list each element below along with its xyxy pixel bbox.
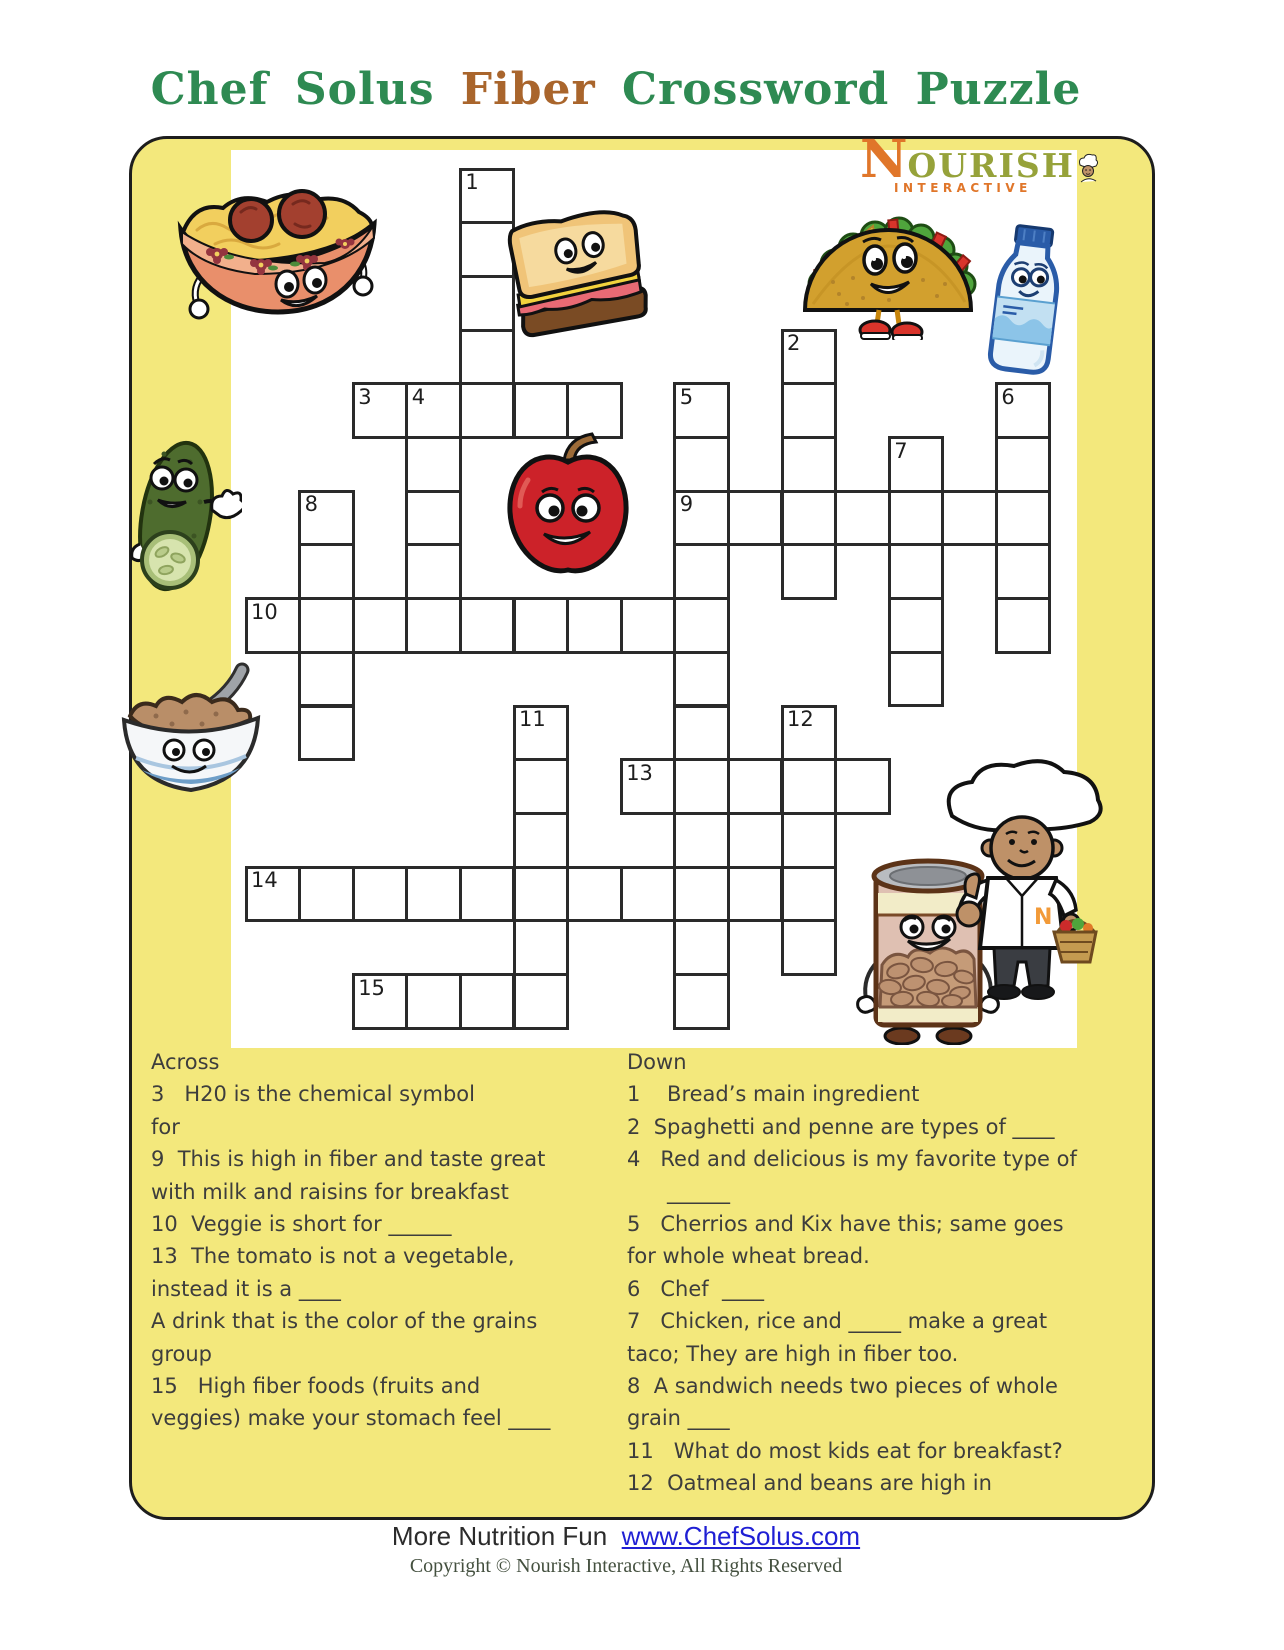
crossword-cell[interactable]: [673, 436, 730, 493]
crossword-cell[interactable]: [781, 758, 838, 815]
crossword-cell[interactable]: [941, 490, 998, 547]
clue-line: 1 Bread’s main ingredient: [627, 1082, 920, 1107]
crossword-cell[interactable]: [459, 973, 516, 1030]
clue-line: 2 Spaghetti and penne are types of ____: [627, 1114, 1055, 1139]
crossword-number: 13: [626, 760, 653, 785]
crossword-cell[interactable]: [405, 382, 462, 439]
cucumber-illustration: [120, 432, 242, 602]
crossword-number: 5: [679, 384, 694, 409]
crossword-cell[interactable]: [298, 490, 355, 547]
crossword-number: 9: [679, 492, 694, 517]
down-clues: [627, 1046, 1077, 1500]
crossword-cell[interactable]: [513, 758, 570, 815]
crossword-cell[interactable]: [673, 651, 730, 708]
crossword-cell[interactable]: [673, 758, 730, 815]
crossword-cell[interactable]: [995, 543, 1052, 600]
crossword-number: 3: [358, 384, 372, 409]
footer: [113, 1521, 1139, 1578]
crossword-cell[interactable]: [298, 597, 355, 654]
crossword-cell[interactable]: [995, 597, 1052, 654]
footer-text: More Nutrition Fun: [391, 1521, 608, 1551]
clue-line: 3 H20 is the chemical symbol: [151, 1082, 475, 1107]
crossword-number: 4: [411, 384, 426, 409]
crossword-cell[interactable]: [405, 973, 462, 1030]
crossword-number: 14: [251, 868, 278, 893]
crossword-number: 2: [787, 331, 801, 356]
crossword-number: 8: [304, 492, 318, 517]
logo-ourish: OURISH: [907, 146, 1075, 185]
crossword-cell[interactable]: [245, 597, 302, 654]
logo-letter-n: N: [860, 129, 908, 190]
clue-line: 5 Cherrios and Kix have this; same goes: [627, 1212, 1064, 1237]
clue-line: 12 Oatmeal and beans are high in: [627, 1471, 992, 1496]
clue-line: 11 What do most kids eat for breakfast?: [627, 1438, 1063, 1463]
clue-line: for: [151, 1114, 180, 1139]
crossword-cell[interactable]: [995, 436, 1052, 493]
crossword-cell[interactable]: [781, 866, 838, 923]
crossword-cell[interactable]: [405, 543, 462, 600]
apple-illustration: [498, 430, 638, 585]
crossword-cell[interactable]: [245, 866, 302, 923]
title-green-left: Chef Solus: [150, 64, 461, 115]
clue-line: taco; They are high in fiber too.: [627, 1341, 959, 1366]
crossword-cell[interactable]: [673, 543, 730, 600]
crossword-cell[interactable]: [405, 436, 462, 493]
crossword-cell[interactable]: [781, 436, 838, 493]
crossword-cell[interactable]: [673, 490, 730, 547]
nourish-logo-text: [860, 129, 1075, 195]
crossword-cell[interactable]: [459, 597, 516, 654]
clue-line: 15 High fiber foods (fruits and: [151, 1374, 481, 1399]
crossword-cell[interactable]: [566, 597, 623, 654]
clue-line: 13 The tomato is not a vegetable,: [151, 1244, 515, 1269]
clue-line: Across: [151, 1050, 220, 1074]
spaghetti-bowl-illustration: [175, 168, 380, 323]
clue-line: 8 A sandwich needs two pieces of whole: [627, 1374, 1058, 1399]
crossword-cell[interactable]: [352, 382, 409, 439]
crossword-cell[interactable]: [995, 382, 1052, 439]
crossword-cell[interactable]: [834, 758, 891, 815]
clue-line: 7 Chicken, rice and _____ make a great: [627, 1309, 1048, 1334]
crossword-cell[interactable]: [673, 973, 730, 1030]
crossword-cell[interactable]: [888, 651, 945, 708]
footer-link[interactable]: www.ChefSolus.com: [621, 1521, 861, 1551]
oatmeal-bowl-illustration: [112, 658, 270, 823]
clue-line: 6 Chef ____: [627, 1276, 765, 1301]
crossword-cell[interactable]: [405, 490, 462, 547]
crossword-number: 1: [465, 170, 479, 194]
clue-line: grain ____: [627, 1406, 730, 1431]
crossword-cell[interactable]: [352, 973, 409, 1030]
clue-line: with milk and raisins for breakfast: [151, 1179, 509, 1204]
clue-line: Down: [627, 1050, 687, 1074]
clue-line: A drink that is the color of the grains: [151, 1309, 538, 1334]
crossword-cell[interactable]: [513, 705, 570, 762]
crossword-cell[interactable]: [727, 758, 784, 815]
crossword-cell[interactable]: [513, 597, 570, 654]
crossword-number: 7: [894, 438, 908, 463]
title-fiber: Fiber: [460, 64, 596, 115]
clue-line: 4 Red and delicious is my favorite type of: [627, 1147, 1077, 1172]
crossword-cell[interactable]: [888, 597, 945, 654]
clue-line: ______: [627, 1179, 731, 1204]
crossword-cell[interactable]: [781, 812, 838, 869]
crossword-cell[interactable]: [352, 866, 409, 923]
logo-chef-icon: [1077, 136, 1098, 200]
crossword-cell[interactable]: [781, 919, 838, 976]
chef-solus-illustration: [938, 752, 1106, 1008]
crossword-cell[interactable]: [298, 651, 355, 708]
crossword-cell[interactable]: [888, 490, 945, 547]
page-title: [103, 64, 1129, 115]
clue-line: 10 Veggie is short for ______: [151, 1212, 452, 1237]
crossword-cell[interactable]: [405, 597, 462, 654]
crossword-cell[interactable]: [298, 866, 355, 923]
crossword-cell[interactable]: [620, 758, 677, 815]
footer-copyright: Copyright © Nourish Interactive, All Rights Reserved: [409, 1555, 843, 1577]
clue-line: instead it is a ____: [151, 1276, 341, 1301]
svg-text:N: N: [1034, 905, 1053, 930]
crossword-cell[interactable]: [673, 705, 730, 762]
clue-line: group: [151, 1341, 212, 1366]
crossword-cell[interactable]: [513, 812, 570, 869]
crossword-cell[interactable]: [673, 597, 730, 654]
clue-line: 9 This is high in fiber and taste great: [151, 1147, 546, 1172]
crossword-number: 11: [519, 707, 546, 731]
crossword-cell[interactable]: [620, 866, 677, 923]
crossword-cell[interactable]: [781, 490, 838, 547]
nourish-logo: [860, 129, 1098, 220]
crossword-cell[interactable]: [673, 866, 730, 923]
crossword-cell[interactable]: [673, 812, 730, 869]
crossword-cell[interactable]: [620, 597, 677, 654]
crossword-cell[interactable]: [727, 490, 784, 547]
crossword-cell[interactable]: [781, 705, 838, 762]
crossword-cell[interactable]: [459, 866, 516, 923]
taco-illustration: [793, 208, 983, 340]
water-bottle-illustration: [978, 222, 1073, 382]
clue-line: veggies) make your stomach feel ____: [151, 1406, 551, 1431]
crossword-cell[interactable]: [727, 866, 784, 923]
crossword-cell[interactable]: [298, 543, 355, 600]
crossword-cell[interactable]: [995, 490, 1052, 547]
crossword-cell[interactable]: [513, 973, 570, 1030]
crossword-cell[interactable]: [513, 866, 570, 923]
crossword-number: 12: [787, 707, 814, 731]
crossword-cell[interactable]: [566, 866, 623, 923]
crossword-cell[interactable]: [781, 382, 838, 439]
crossword-cell[interactable]: [513, 919, 570, 976]
crossword-cell[interactable]: [888, 436, 945, 493]
crossword-number: 10: [251, 599, 278, 624]
crossword-cell[interactable]: [673, 382, 730, 439]
crossword-cell[interactable]: [834, 490, 891, 547]
across-clues: [151, 1046, 550, 1435]
logo-interactive-text: INTERACTIVE: [894, 181, 1032, 195]
crossword-number: 6: [1001, 384, 1015, 409]
crossword-cell[interactable]: [352, 597, 409, 654]
crossword-number: 15: [358, 975, 385, 1000]
crossword-cell[interactable]: [405, 866, 462, 923]
crossword-cell[interactable]: [888, 543, 945, 600]
clue-line: for whole wheat bread.: [627, 1244, 870, 1269]
crossword-cell[interactable]: [781, 543, 838, 600]
sandwich-illustration: [492, 210, 657, 345]
crossword-cell[interactable]: [673, 919, 730, 976]
crossword-cell[interactable]: [298, 705, 355, 762]
title-green-right: Crossword Puzzle: [595, 64, 1082, 115]
